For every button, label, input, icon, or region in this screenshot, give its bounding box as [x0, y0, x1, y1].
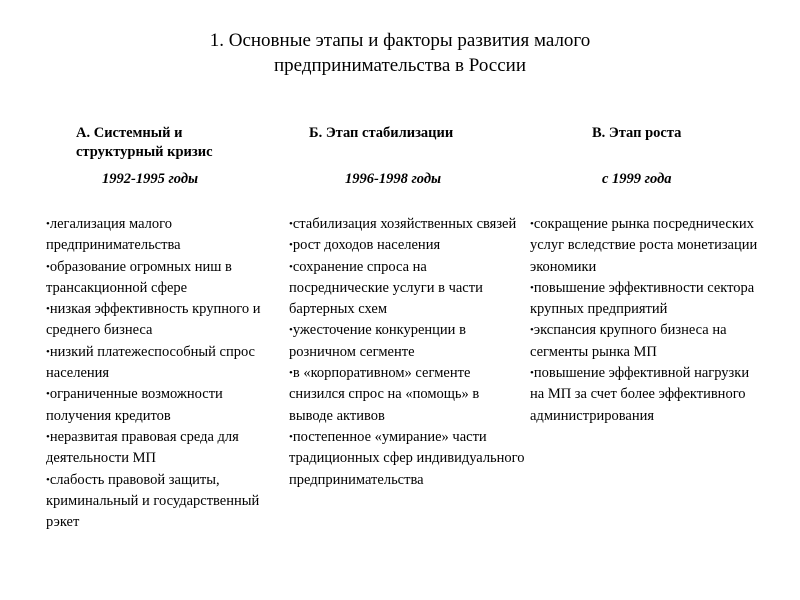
column-period: с 1999 года: [602, 171, 672, 187]
column-heading: [530, 124, 766, 170]
factor-list: [530, 214, 766, 427]
list-item: • сокращение рынка посреднических услуг вследствие роста монетизации экономики: [530, 214, 766, 278]
list-item: • повышение эффективности сектора крупных предприятий: [530, 278, 766, 321]
list-item: • повышение эффективной нагрузки на МП за счет более эффективного администрирования: [530, 363, 766, 427]
title-line-2: предпринимательства в России: [273, 55, 527, 76]
list-item: • экспансия крупного бизнеса на сегменты рынка МП: [530, 320, 766, 363]
column-growth: [530, 124, 766, 427]
column-heading: [289, 124, 525, 170]
list-item: • образование огромных ниш в трансакционной сфере: [46, 257, 278, 300]
list-item: • легализация малого предпринимательства: [46, 214, 278, 257]
list-item: • слабость правовой защиты, криминальный и государственный рэкет: [46, 470, 278, 534]
column-heading: [46, 124, 278, 170]
list-item: • низкий платежеспособный спрос населения: [46, 342, 278, 385]
column-stabilization: [289, 124, 525, 491]
list-item: • сохранение спроса на посреднические услуги в части бартерных схем: [289, 257, 525, 321]
list-item: • низкая эффективность крупного и среднего бизнеса: [46, 299, 278, 342]
column-period: 1992-1995 годы: [102, 171, 199, 187]
title-line-1: 1. Основные этапы и факторы развития малого: [209, 30, 591, 51]
column-heading-line: структурный кризис: [76, 144, 213, 160]
column-crisis: [46, 124, 278, 533]
list-item: • неразвитая правовая среда для деятельности МП: [46, 427, 278, 470]
list-item: • рост доходов населения: [289, 235, 525, 256]
column-heading-line: В. Этап роста: [592, 125, 682, 141]
column-heading-line: А. Системный и: [76, 125, 183, 141]
column-period: 1996-1998 годы: [345, 171, 442, 187]
slide-title: [60, 28, 740, 78]
list-item: • ужесточение конкуренции в розничном сегменте: [289, 320, 525, 363]
list-item: • постепенное «умирание» части традиционных сфер индивидуального предпринимательства: [289, 427, 525, 491]
list-item: • стабилизация хозяйственных связей: [289, 214, 525, 235]
factor-list: [46, 214, 278, 533]
list-item: • в «корпоративном» сегменте снизился спрос на «помощь» в выводе активов: [289, 363, 525, 427]
factor-list: [289, 214, 525, 491]
column-heading-line: Б. Этап стабилизации: [309, 125, 454, 141]
list-item: • ограниченные возможности получения кредитов: [46, 384, 278, 427]
